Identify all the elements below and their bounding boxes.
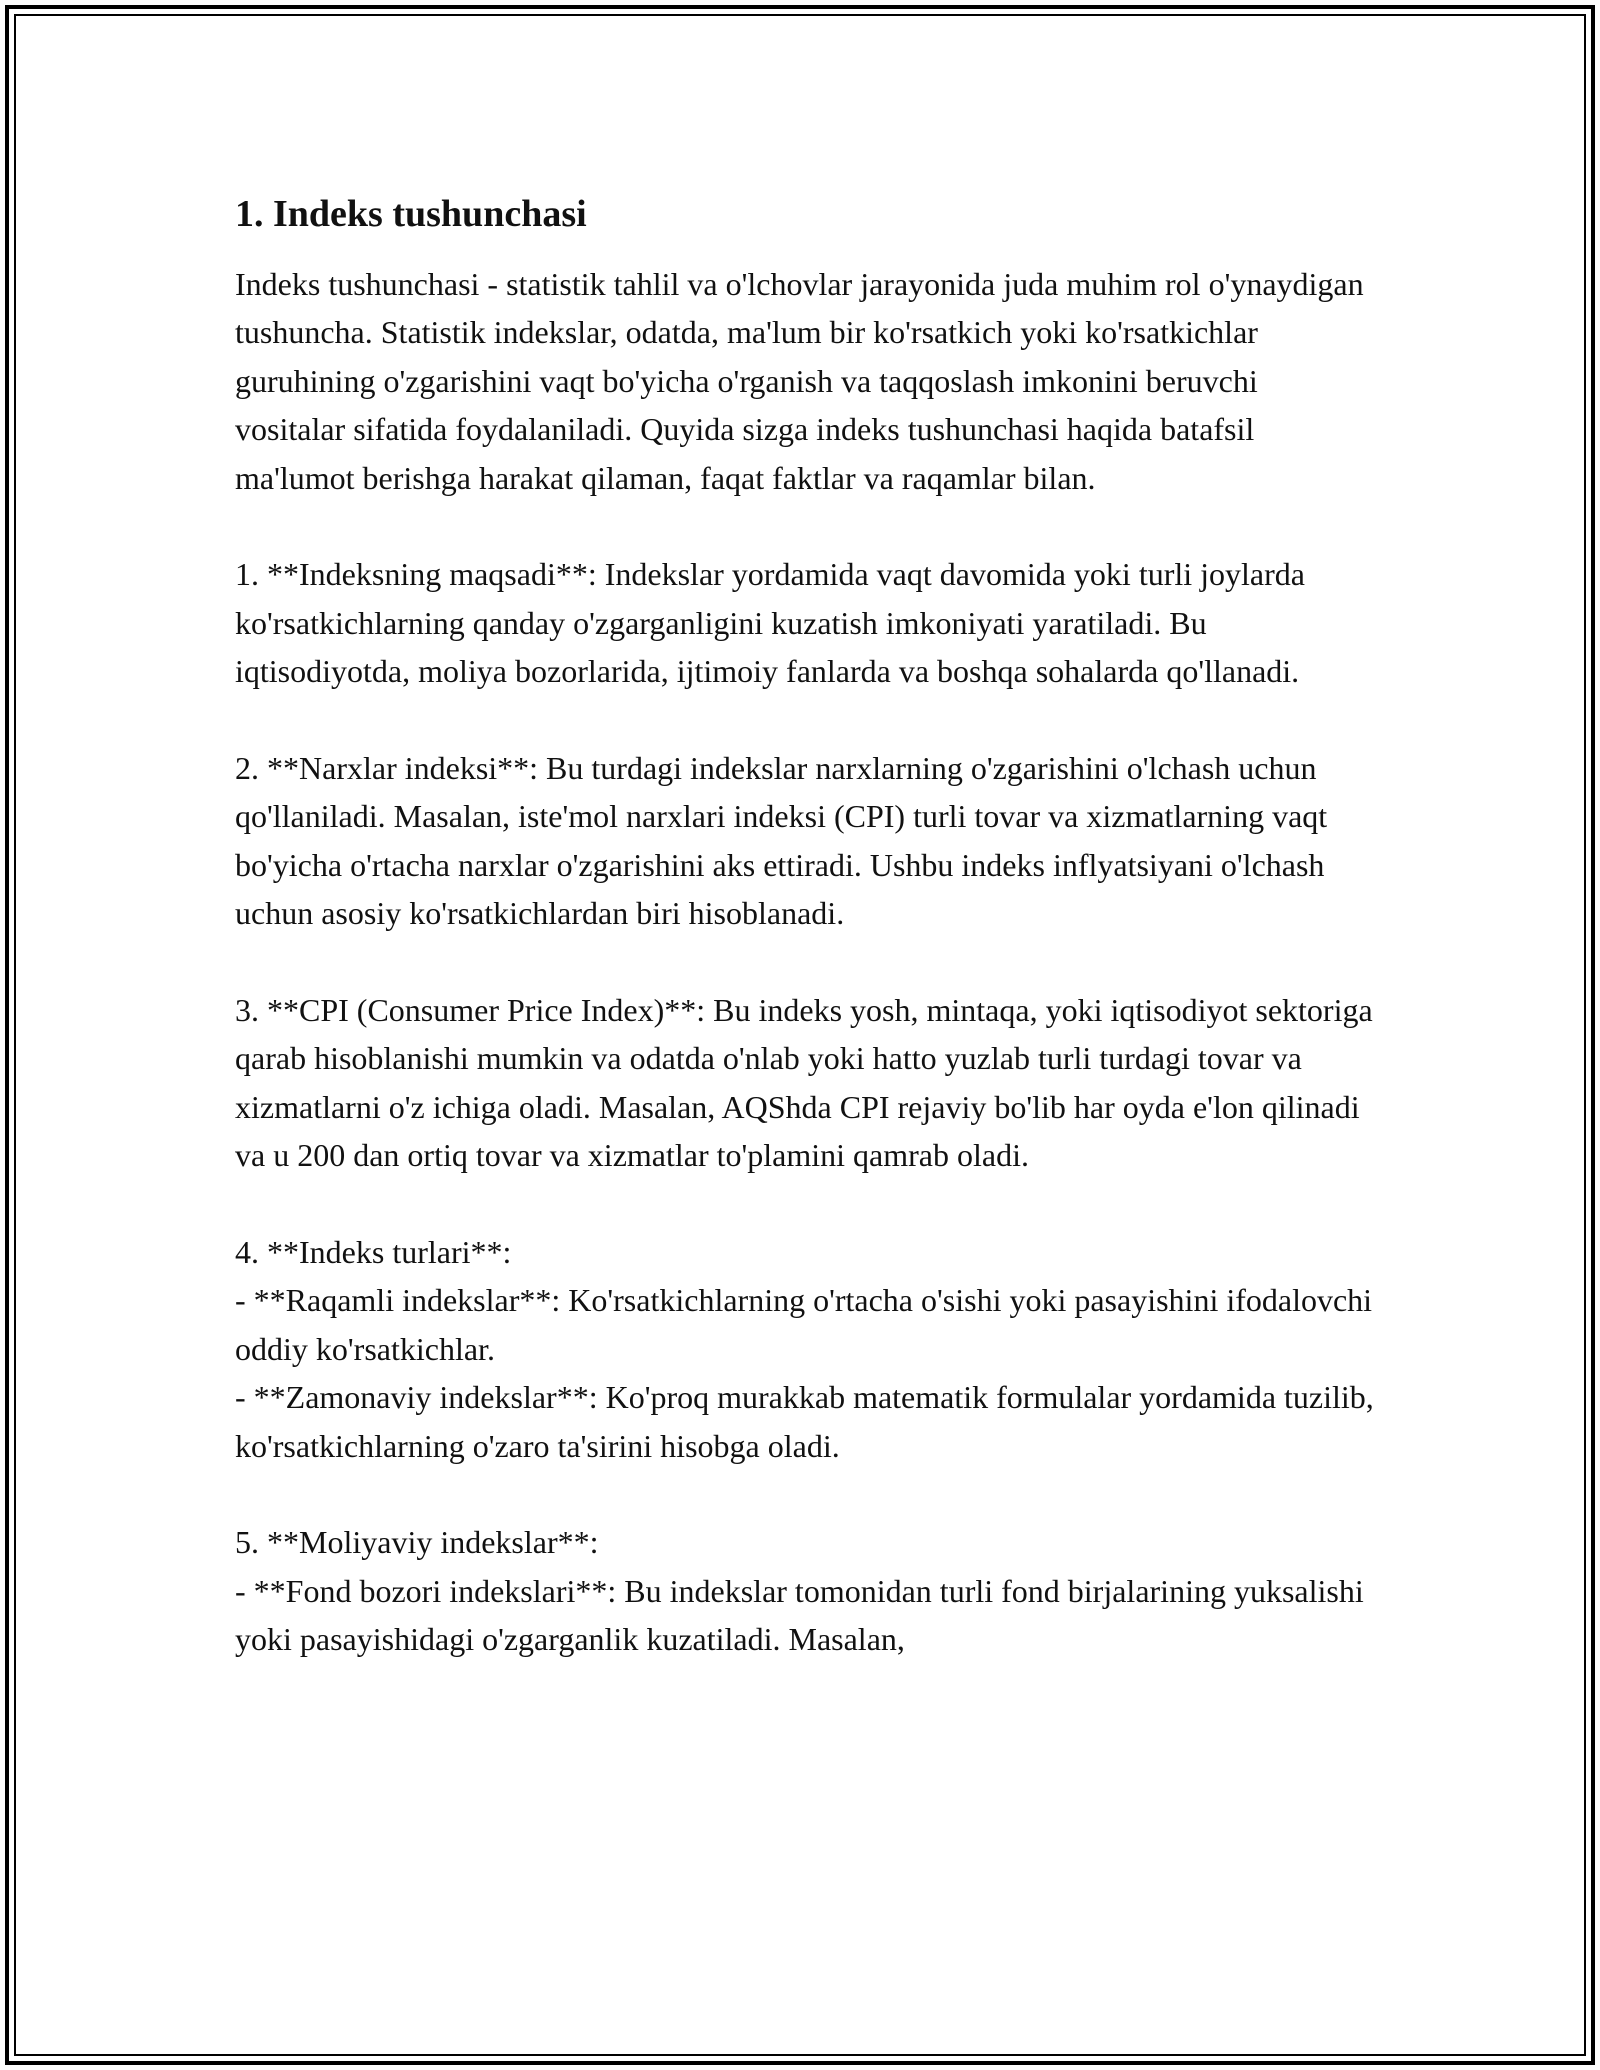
list-item-narxlar-indeksi: 2. **Narxlar indeksi**: Bu turdagi indekslar narxlarning o'zgarishini o'lchash uchun qo'llaniladi. Masalan, iste'mol narxlari indeksi (CPI) turli tovar va xizmatlarning vaqt bo'yicha o'rtacha narxlar o'zgarishini aks ettiradi. Ushbu indeks inflyatsiyani o'lchash uchun asosiy ko'rsatkichlardan biri hisoblanadi. (235, 750, 1328, 932)
list-item-maqsadi: 1. **Indeksning maqsadi**: Indekslar yordamida vaqt davomida yoki turli joylarda ko'rsatkichlarning qanday o'zgarganligini kuzatish imkoniyati yaratiladi. Bu iqtisodiyotda, moliya bozorlarida, ijtimoiy fanlarda va boshqa sohalarda qo'llanadi. (235, 556, 1305, 690)
section-heading: 1. Indeks tushunchasi (235, 193, 587, 235)
intro-paragraph: Indeks tushunchasi - statistik tahlil va o'lchovlar jarayonida juda muhim rol o'ynaydigan tushuncha. Statistik indekslar, odatda, ma'lum bir ko'rsatkich yoki ko'rsatkichlar guruhining o'zgarishini vaqt bo'yicha o'rganish va taqqoslash imkonini beruvchi vositalar sifatida foydalaniladi. Quyida sizga indeks tushunchasi haqida batafsil ma'lumot berishga harakat qilaman, faqat faktlar va raqamlar bilan. (235, 266, 1364, 496)
list-item-moliyaviy-indekslar: 5. **Moliyaviy indekslar**: - **Fond bozori indekslari**: Bu indekslar tomonidan turli fond birjalarining yuksalishi yoki pasayishidagi o'zgarganlik kuzatiladi. Masalan, (235, 1524, 1364, 1658)
list-item-cpi: 3. **CPI (Consumer Price Index)**: Bu indeks yosh, mintaqa, yoki iqtisodiyot sektoriga qarab hisoblanishi mumkin va odatda o'nlab yoki hatto yuzlab turli turdagi tovar va xizmatlarni o'z ichiga oladi. Masalan, AQShda CPI rejaviy bo'lib har oyda e'lon qilinadi va u 200 dan ortiq tovar va xizmatlar to'plamini qamrab oladi. (235, 992, 1373, 1174)
document-body (235, 188, 1375, 1664)
list-item-indeks-turlari: 4. **Indeks turlari**: - **Raqamli indekslar**: Ko'rsatkichlarning o'rtacha o'sishi yoki pasayishini ifodalovchi oddiy ko'rsatkichlar. - **Zamonaviy indekslar**: Ko'proq murakkab matematik formulalar yordamida tuzilib, ko'rsatkichlarning o'zaro ta'sirini hisobga oladi. (235, 1234, 1374, 1464)
